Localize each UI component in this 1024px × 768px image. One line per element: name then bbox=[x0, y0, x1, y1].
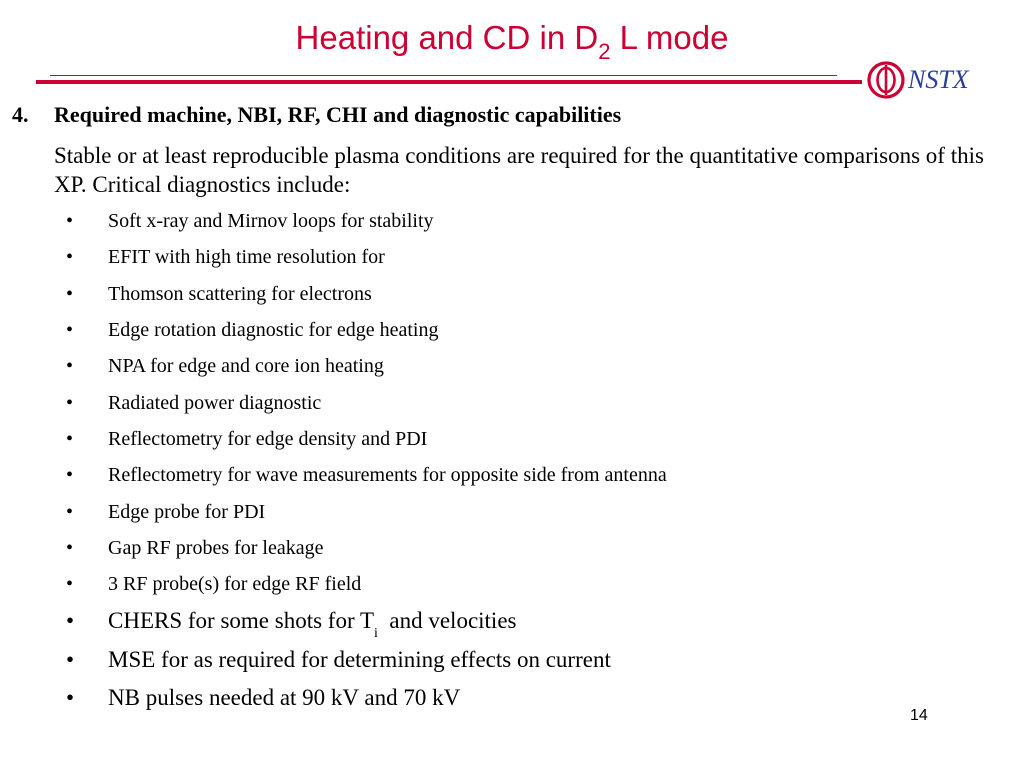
bullet-dot: • bbox=[66, 537, 74, 559]
list-item-suffix: and velocities bbox=[377, 608, 517, 633]
list-item-text: Radiated power diagnostic bbox=[108, 392, 322, 414]
bullet-dot: • bbox=[66, 608, 75, 633]
list-item-text bbox=[108, 606, 517, 641]
bullet-dot: • bbox=[66, 355, 74, 377]
list-item-text: Thomson scattering for electrons bbox=[108, 283, 372, 305]
section-heading-text: Required machine, NBI, RF, CHI and diagnostic capabilities bbox=[54, 102, 622, 127]
nstx-logo bbox=[866, 60, 1006, 100]
list-item-text: Reflectometry for wave measurements for opposite side from antenna bbox=[108, 464, 667, 486]
list-item-text: MSE for as required for determining effects on current bbox=[108, 647, 611, 672]
bullet-dot: • bbox=[66, 246, 74, 268]
list-item-text: Reflectometry for edge density and PDI bbox=[108, 428, 428, 450]
nstx-emblem-icon bbox=[866, 60, 906, 100]
title-subscript: 2 bbox=[598, 38, 611, 64]
bullet-dot: • bbox=[66, 392, 74, 414]
bullet-dot: • bbox=[66, 428, 74, 450]
title-main: Heating and CD in D bbox=[295, 19, 599, 56]
section-heading bbox=[12, 100, 621, 130]
bullet-dot: • bbox=[66, 319, 74, 341]
list-item-text: Edge probe for PDI bbox=[108, 501, 266, 523]
title-suffix: L mode bbox=[610, 19, 729, 56]
bullet-dot: • bbox=[66, 210, 74, 232]
section-number: 4. bbox=[12, 102, 29, 127]
slide-title bbox=[0, 16, 1024, 64]
list-item-text: EFIT with high time resolution for bbox=[108, 246, 385, 268]
bullet-dot: • bbox=[66, 501, 74, 523]
bullet-dot: • bbox=[66, 647, 75, 672]
list-item-text: Edge rotation diagnostic for edge heating bbox=[108, 319, 439, 341]
list-item-subscript: i bbox=[374, 625, 378, 641]
section-intro: Stable or at least reproducible plasma conditions are required for the quantitative comparisons of this XP. Critical diagnostics include: bbox=[54, 143, 984, 197]
list-item-text: 3 RF probe(s) for edge RF field bbox=[108, 573, 362, 595]
bullet-dot: • bbox=[66, 283, 74, 305]
list-item-text: Soft x-ray and Mirnov loops for stability bbox=[108, 210, 434, 232]
bullet-dot: • bbox=[66, 464, 74, 486]
bullet-dot: • bbox=[66, 573, 74, 595]
page-number: 14 bbox=[910, 707, 928, 724]
list-item-main: CHERS for some shots for T bbox=[108, 608, 374, 633]
title-rule-thin bbox=[50, 75, 837, 76]
list-item-text: NB pulses needed at 90 kV and 70 kV bbox=[108, 685, 461, 710]
list-item-text: Gap RF probes for leakage bbox=[108, 537, 324, 559]
nstx-logo-text: NSTX bbox=[908, 65, 969, 94]
bullet-dot: • bbox=[66, 685, 75, 710]
title-rule-thick bbox=[36, 80, 862, 84]
list-item-text: NPA for edge and core ion heating bbox=[108, 355, 384, 377]
